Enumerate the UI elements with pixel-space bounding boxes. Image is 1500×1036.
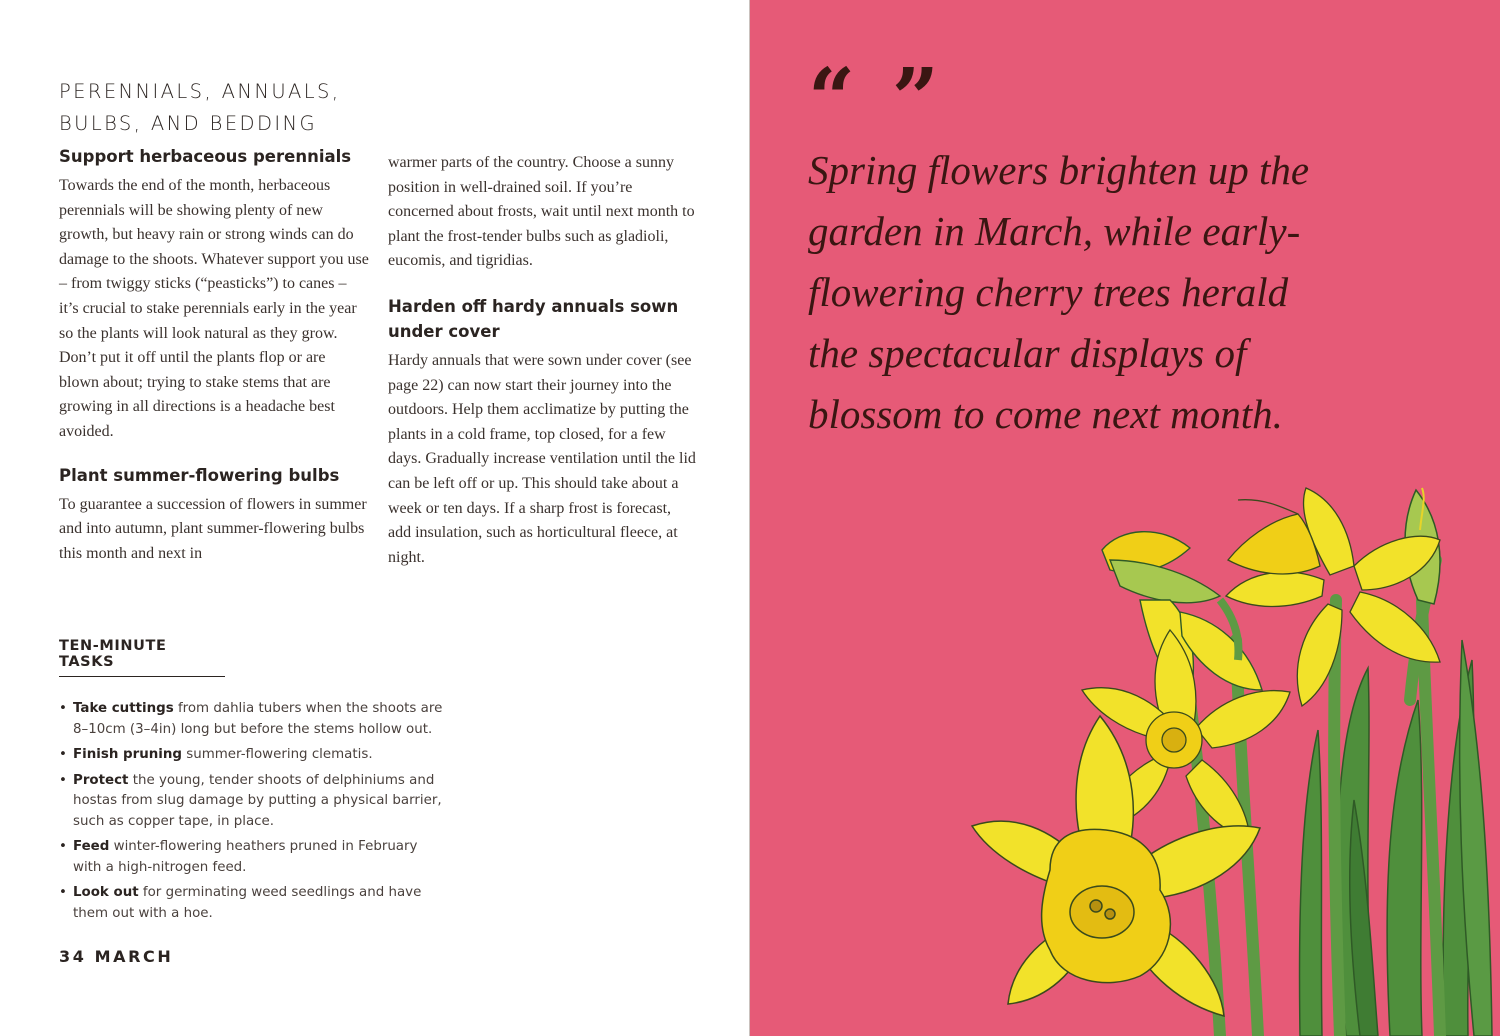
- pull-quote: Spring flowers brighten up the garden in March, while early-flowering cherry trees herald the spectacular displays of blossom to come next month.: [808, 147, 1310, 437]
- task-item: [59, 699, 449, 740]
- bullet-glyph: •: [59, 701, 67, 716]
- paragraph-summer-bulbs: To guarantee a succession of flowers in summer and into autumn, plant summer-flowering bulbs this month and next in: [59, 495, 367, 562]
- text-column-1: [59, 144, 369, 584]
- paragraph-support-perennials: Towards the end of the month, herbaceous perennials will be showing plenty of new growth, but heavy rain or strong winds can do damage to the shoots. Whatever support you use – from twiggy sticks (“peasticks”) to canes – it’s crucial to stake perennials early in the year so the plants will look natural as they grow. Don’t put it off until the plants flop or are blown about; trying to stake stems that are growing in all directions is a headache best avoided.: [59, 177, 369, 440]
- task-text: from dahlia tubers when the shoots are 8–10cm (3–4in) long but before the stems hollow out.: [73, 701, 443, 737]
- bullet-glyph: •: [59, 747, 67, 762]
- task-lead: Feed: [73, 839, 110, 854]
- task-item: [59, 883, 449, 924]
- text-column-2: [388, 151, 698, 590]
- bullet-glyph: •: [59, 885, 67, 900]
- leaf: [1300, 730, 1322, 1036]
- bullet-glyph: •: [59, 772, 67, 788]
- ten-minute-tasks-box: [59, 638, 449, 929]
- daffodil-illustration: [750, 0, 1500, 1036]
- stem: [1334, 600, 1340, 1036]
- leaf: [1387, 700, 1422, 1036]
- task-text: summer-flowering clematis.: [182, 747, 373, 762]
- task-lead: Look out: [73, 885, 139, 900]
- close-quote-glyph: ”: [891, 51, 943, 147]
- task-lead: Take cuttings: [73, 701, 174, 716]
- task-lead: Protect: [73, 772, 129, 788]
- task-item: [59, 837, 449, 878]
- task-text: for germinating weed seedlings and have them out with a hoe.: [73, 885, 422, 921]
- tasks-title: TEN-MINUTE TASKS: [59, 638, 225, 677]
- task-item: [59, 771, 449, 833]
- open-quote-glyph: “: [808, 51, 860, 147]
- stem: [1422, 600, 1440, 1036]
- task-text: the young, tender shoots of delphiniums and hostas from slug damage by putting a physical barrier, such as copper tape, in place.: [73, 772, 442, 829]
- task-list: [59, 699, 449, 924]
- subheading-support-perennials: Support herbaceous perennials: [59, 147, 352, 166]
- bullet-glyph: •: [59, 839, 67, 854]
- page-folio: 34 MARCH: [59, 947, 174, 966]
- paragraph-hardy-annuals: Hardy annuals that were sown under cover (see page 22) can now start their journey into the outdoors. Help them acclimatize by putting the plants in a cold frame, top closed, for a few days. Gradually increase ventilation until the lid can be left off or up. This should take about a week or ten days. If a sharp frost is forecast, add insulation, such as horticultural fleece, at night.: [388, 351, 696, 566]
- task-lead: Finish pruning: [73, 747, 182, 762]
- task-text: winter-flowering heathers pruned in February with a high-nitrogen feed.: [73, 839, 418, 875]
- paragraph-summer-bulbs-continued: warmer parts of the country. Choose a sunny position in well-drained soil. If you’re concerned about frosts, wait until next month to plant the frost-tender bulbs such as gladioli, eucomis, and tigridias.: [388, 154, 695, 270]
- right-page: [750, 0, 1500, 1036]
- section-title: PERENNIALS, ANNUALS, BULBS, AND BEDDING: [59, 80, 341, 135]
- leaves: [1300, 640, 1492, 1036]
- subheading-summer-bulbs: Plant summer-flowering bulbs: [59, 465, 340, 485]
- subheading-hardy-annuals: Harden off hardy annuals sown under cover: [388, 296, 679, 341]
- task-item: [59, 745, 449, 766]
